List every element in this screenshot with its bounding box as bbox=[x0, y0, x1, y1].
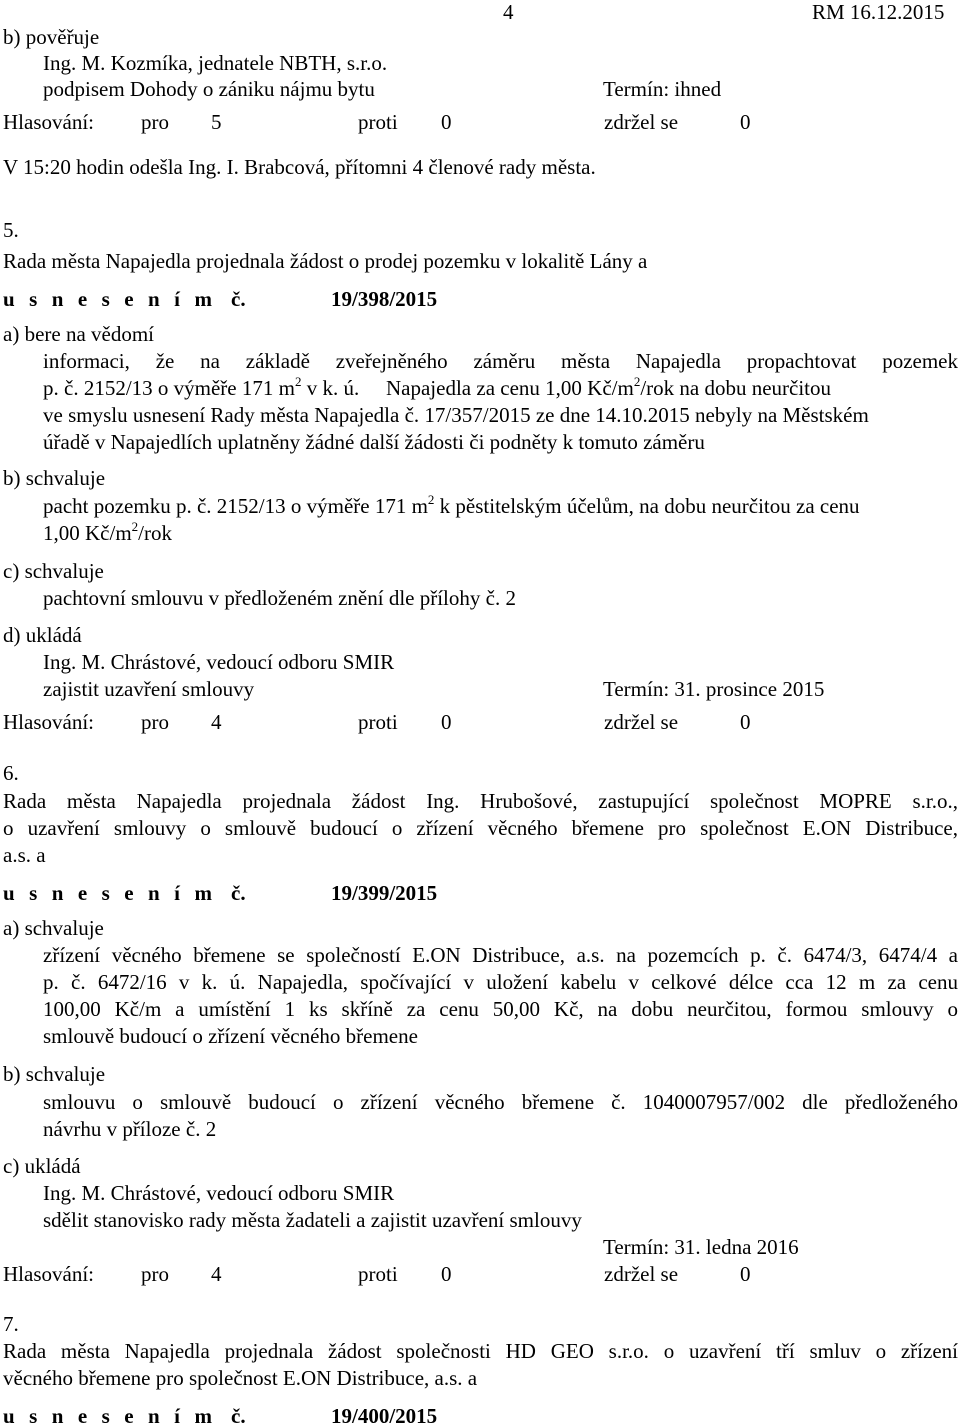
item4-deadline: Termín: ihned bbox=[603, 77, 722, 101]
item5-b-line1: pacht pozemku p. č. 2152/13 o výměře 171 $m^2$ k pěstitelským účelům, na dobu neurčitou za cenu bbox=[43, 492, 860, 518]
vote-hlasovani-label: Hlasování: bbox=[3, 1262, 94, 1286]
item7-cislo-label: č. bbox=[231, 1404, 246, 1428]
page-number: 4 bbox=[503, 0, 514, 24]
item6-intro-line1: Rada města Napajedla projednala žádost Ing. Hrubošové, zastupující společnost MOPRE s.r.o., bbox=[3, 789, 958, 813]
item5-a-label: a) bere na vědomí bbox=[3, 322, 155, 346]
item4-b-line2: podpisem Dohody o zániku nájmu bytu bbox=[43, 77, 375, 101]
vote-zdrzel-count: 0 bbox=[740, 110, 751, 134]
item7-number: 7. bbox=[3, 1312, 19, 1336]
item6-a-line4: smlouvě budoucí o zřízení věcného břemene bbox=[43, 1024, 418, 1048]
vote-zdrzel-label: zdržel se bbox=[604, 110, 679, 134]
item5-b-label: b) schvaluje bbox=[3, 466, 106, 490]
vote-hlasovani-label: Hlasování: bbox=[3, 710, 94, 734]
item6-number: 6. bbox=[3, 761, 19, 785]
vote-proti-count: 0 bbox=[441, 710, 452, 734]
attendance-note: V 15:20 hodin odešla Ing. I. Brabcová, přítomni 4 členové rady města. bbox=[3, 155, 596, 179]
vote-proti-label: proti bbox=[358, 1262, 398, 1286]
item7-usneseni: u s n e s e n í m bbox=[3, 1404, 217, 1428]
item6-intro-line2: o uzavření smlouvy o smlouvě budoucí o zřízení věcného břemene pro společnost E.ON Distribuce, bbox=[3, 816, 958, 840]
item5-intro: Rada města Napajedla projednala žádost o prodej pozemku v lokalitě Lány a bbox=[3, 249, 648, 273]
item6-usneseni: u s n e s e n í m bbox=[3, 881, 217, 905]
item7-intro-line1: Rada města Napajedla projednala žádost společnosti HD GEO s.r.o. o uzavření tří smluv o zřízení bbox=[3, 1339, 958, 1363]
item5-deadline: Termín: 31. prosince 2015 bbox=[603, 677, 825, 701]
item5-number: 5. bbox=[3, 218, 19, 242]
item5-usneseni: u s n e s e n í m bbox=[3, 287, 217, 311]
item6-cislo-label: č. bbox=[231, 881, 246, 905]
item6-a-line1: zřízení věcného břemene se společností E.ON Distribuce, a.s. na pozemcích p. č. 6474/3, 6474/4 a bbox=[43, 943, 958, 967]
item5-c-label: c) schvaluje bbox=[3, 559, 104, 583]
vote-pro-count: 5 bbox=[211, 110, 222, 134]
item6-c-line1: Ing. M. Chrástové, vedoucí odboru SMIR bbox=[43, 1181, 395, 1205]
item6-c-label: c) ukládá bbox=[3, 1154, 81, 1178]
vote-zdrzel-count: 0 bbox=[740, 710, 751, 734]
vote-proti-label: proti bbox=[358, 110, 398, 134]
item5-a-line1: informaci, že na základě zveřejněného záměru města Napajedla propachtovat pozemek bbox=[43, 349, 958, 373]
item5-cislo-label: č. bbox=[231, 287, 246, 311]
item5-b-line2: 1,00 $Kč/m^2$/rok bbox=[43, 519, 172, 545]
item5-a-line2-right: Napajedla za cenu 1,00 $Kč/m^2$/rok na dobu neurčitou bbox=[386, 374, 832, 400]
item6-b-label: b) schvaluje bbox=[3, 1062, 106, 1086]
item5-a-line2-left: p. č. 2152/13 o výměře 171 $m^2$ v k. ú. bbox=[43, 374, 360, 400]
vote-zdrzel-label: zdržel se bbox=[604, 1262, 679, 1286]
item5-a-line4: úřadě v Napajedlích uplatněny žádné další žádosti či podněty k tomuto záměru bbox=[43, 430, 705, 454]
vote-pro-label: pro bbox=[141, 110, 169, 134]
item6-b-line2: návrhu v příloze č. 2 bbox=[43, 1117, 217, 1141]
vote-pro-label: pro bbox=[141, 710, 169, 734]
vote-proti-count: 0 bbox=[441, 1262, 452, 1286]
vote-proti-count: 0 bbox=[441, 110, 452, 134]
vote-proti-label: proti bbox=[358, 710, 398, 734]
vote-zdrzel-label: zdržel se bbox=[604, 710, 679, 734]
item7-intro-line2: věcného břemene pro společnost E.ON Distribuce, a.s. a bbox=[3, 1366, 478, 1390]
item6-intro-line3: a.s. a bbox=[3, 843, 46, 867]
item5-d-line2: zajistit uzavření smlouvy bbox=[43, 677, 255, 701]
vote-zdrzel-count: 0 bbox=[740, 1262, 751, 1286]
session-label: RM 16.12.2015 bbox=[812, 0, 945, 24]
item4-b-line1: Ing. M. Kozmíka, jednatele NBTH, s.r.o. bbox=[43, 51, 388, 75]
item5-a-line3: ve smyslu usnesení Rady města Napajedla č. 17/357/2015 ze dne 14.10.2015 nebyly na Městském bbox=[43, 403, 869, 427]
item6-b-line1: smlouvu o smlouvě budoucí o zřízení věcného břemene č. 1040007957/002 dle předloženého bbox=[43, 1090, 958, 1114]
item6-a-line2: p. č. 6472/16 v k. ú. Napajedla, spočívající v uložení kabelu v celkové délce cca 12 m za cenu bbox=[43, 970, 958, 994]
item7-resolution-number: 19/400/2015 bbox=[331, 1404, 438, 1428]
item5-d-label: d) ukládá bbox=[3, 623, 82, 647]
vote-hlasovani-label: Hlasování: bbox=[3, 110, 94, 134]
vote-pro-count: 4 bbox=[211, 710, 222, 734]
item4-b-label: b) pověřuje bbox=[3, 25, 100, 49]
item6-deadline: Termín: 31. ledna 2016 bbox=[603, 1235, 799, 1259]
item5-resolution-number: 19/398/2015 bbox=[331, 287, 438, 311]
item6-a-label: a) schvaluje bbox=[3, 916, 104, 940]
item5-c-line1: pachtovní smlouvu v předloženém znění dle přílohy č. 2 bbox=[43, 586, 516, 610]
item6-c-line2: sdělit stanovisko rady města žadateli a zajistit uzavření smlouvy bbox=[43, 1208, 582, 1232]
item6-a-line3: 100,00 Kč/m a umístění 1 ks skříně za cenu 50,00 Kč, na dobu neurčitou, formou smlouvy o bbox=[43, 997, 958, 1021]
item5-d-line1: Ing. M. Chrástové, vedoucí odboru SMIR bbox=[43, 650, 395, 674]
vote-pro-count: 4 bbox=[211, 1262, 222, 1286]
item6-resolution-number: 19/399/2015 bbox=[331, 881, 438, 905]
vote-pro-label: pro bbox=[141, 1262, 169, 1286]
